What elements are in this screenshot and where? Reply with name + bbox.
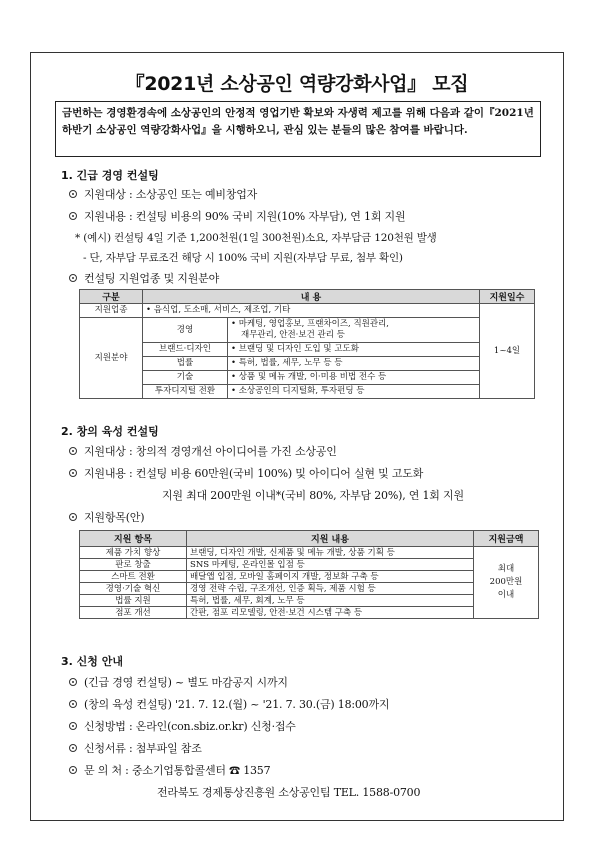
creative-table <box>79 530 539 619</box>
amount-line3: 이내 <box>497 590 515 600</box>
item-name: 제품 가치 향상 <box>80 547 187 559</box>
s1-fields-line <box>69 270 219 286</box>
page-title: 『2021년 소상공인 역량강화사업』 모집 <box>125 73 469 95</box>
s1-target-line <box>69 186 257 202</box>
circle-bullet-icon <box>69 700 77 708</box>
industry-content: • 음식업, 도소매, 서비스, 제조업, 기타 <box>143 304 480 318</box>
th-support-content: 지원 내용 <box>187 531 474 547</box>
item-name: 법률 지원 <box>80 595 187 607</box>
support-amount <box>474 547 539 619</box>
s3-creative-line <box>69 696 389 712</box>
section1-heading: 1. 긴급 경영 컨설팅 <box>61 169 159 182</box>
s1-fields-text: 컨설팅 지원업종 및 지원분야 <box>84 272 220 285</box>
amount-line1: 최대 <box>497 564 515 574</box>
circle-bullet-icon <box>69 190 77 198</box>
item-content: SNS 마케팅, 온라인몰 입점 등 <box>187 559 474 571</box>
s3-creative-text: (창의 육성 컨설팅) '21. 7. 12.(월) ~ '21. 7. 30.(금) 18:00까지 <box>84 698 390 711</box>
circle-bullet-icon <box>69 722 77 730</box>
item-name: 점포 개선 <box>80 607 187 619</box>
item-content: 브랜딩, 디자인 개발, 신제품 및 메뉴 개발, 상품 기획 등 <box>187 547 474 559</box>
circle-bullet-icon <box>69 513 77 521</box>
item-content: 특허, 법률, 세무, 회계, 노무 등 <box>187 595 474 607</box>
s3-contact-line <box>69 762 270 778</box>
field-name: 경영 <box>143 318 228 343</box>
item-content: 배달앱 입점, 모바일 홈페이지 개발, 정보화 구축 등 <box>187 571 474 583</box>
s3-emergency-line <box>69 674 288 690</box>
s2-target-line <box>69 443 337 459</box>
section2-heading: 2. 창의 육성 컨설팅 <box>61 425 159 438</box>
s3-docs-line <box>69 740 202 756</box>
s3-method-line <box>69 718 296 734</box>
s2-content-line2: 지원 최대 200만원 이내*(국비 80%, 자부담 20%), 연 1회 지원 <box>162 489 464 502</box>
s2-content-line <box>69 465 423 481</box>
s1-note-line: - 단, 자부담 무료조건 해당 시 100% 국비 지원(자부담 무료, 첨부 확인) <box>83 252 403 264</box>
circle-bullet-icon <box>69 469 77 477</box>
item-name: 판로 창출 <box>80 559 187 571</box>
amount-line2: 200만원 <box>489 577 523 587</box>
intro-box: 금번하는 경영환경속에 소상공인의 안정적 영업기반 확보와 자생력 제고를 위해 다음과 같이『2021년 하반기 소상공인 역량강화사업』을 시행하오니, 관심 있는 분들의 많은 참여를 바랍니다. <box>55 101 541 157</box>
s1-example-line: * (예시) 컨설팅 4일 기준 1,200천원(1일 300천원)소요, 자부담금 120천원 발생 <box>75 232 437 244</box>
item-content: 경영 전략 수립, 구조개선, 인증 획득, 제품 시험 등 <box>187 583 474 595</box>
th-days: 지원일수 <box>480 290 535 304</box>
support-days: 1~4일 <box>480 304 535 399</box>
circle-bullet-icon <box>69 766 77 774</box>
consulting-table <box>79 289 535 399</box>
s2-content-text: 지원내용 : 컨설팅 비용 60만원(국비 100%) 및 아이디어 실현 및 고도화 <box>84 467 424 480</box>
s3-docs-text: 신청서류 : 첨부파일 참조 <box>84 742 202 755</box>
field-name: 법률 <box>143 357 228 371</box>
s3-method-text: 신청방법 : 온라인(con.sbiz.or.kr) 신청·접수 <box>84 720 296 733</box>
notice-page <box>30 52 564 821</box>
field-content-line2: 재무관리, 안전·보건 관리 등 <box>241 330 345 340</box>
field-name: 투자디지털 전환 <box>143 385 228 399</box>
circle-bullet-icon <box>69 212 77 220</box>
s2-target-text: 지원대상 : 창의적 경영개선 아이디어를 가진 소상공인 <box>84 445 337 458</box>
s2-items-text: 지원항목(안) <box>84 511 145 524</box>
field-label: 지원분야 <box>80 318 143 399</box>
s3-contact-text: 문 의 처 : 중소기업통합콜센터 ☎ 1357 <box>84 764 271 777</box>
field-content: • 브랜딩 및 디자인 도입 및 고도화 <box>228 343 480 357</box>
circle-bullet-icon <box>69 447 77 455</box>
field-content: • 특허, 법률, 세무, 노무 등 등 <box>228 357 480 371</box>
circle-bullet-icon <box>69 744 77 752</box>
item-content: 간판, 점포 리모델링, 안전·보건 시스템 구축 등 <box>187 607 474 619</box>
th-category: 구분 <box>80 290 143 304</box>
item-name: 스마트 전환 <box>80 571 187 583</box>
industry-label: 지원업종 <box>80 304 143 318</box>
field-content: • 소상공인의 디지털화, 투자펀딩 등 <box>228 385 480 399</box>
s1-content-text: 지원내용 : 컨설팅 비용의 90% 국비 지원(10% 자부담), 연 1회 지원 <box>84 210 406 223</box>
field-name: 기술 <box>143 371 228 385</box>
th-item: 지원 항목 <box>80 531 187 547</box>
circle-bullet-icon <box>69 678 77 686</box>
s2-items-line <box>69 509 144 525</box>
field-name: 브랜드·디자인 <box>143 343 228 357</box>
th-amount: 지원금액 <box>474 531 539 547</box>
field-content: • 상품 및 메뉴 개발, 이·미용 비법 전수 등 <box>228 371 480 385</box>
s1-content-line <box>69 208 405 224</box>
s1-target-text: 지원대상 : 소상공인 또는 예비창업자 <box>84 188 258 201</box>
circle-bullet-icon <box>69 274 77 282</box>
th-content: 내 용 <box>143 290 480 304</box>
s3-emergency-text: (긴급 경영 컨설팅) ~ 별도 마감공지 시까지 <box>84 676 288 689</box>
section3-heading: 3. 신청 안내 <box>61 655 123 668</box>
s3-contact-line2: 전라북도 경제통상진흥원 소상공인팀 TEL. 1588-0700 <box>157 786 421 799</box>
item-name: 경영·기술 혁신 <box>80 583 187 595</box>
field-content-line1: • 마케팅, 영업홍보, 프랜차이즈, 직원관리, <box>231 319 390 329</box>
field-content <box>228 318 480 343</box>
